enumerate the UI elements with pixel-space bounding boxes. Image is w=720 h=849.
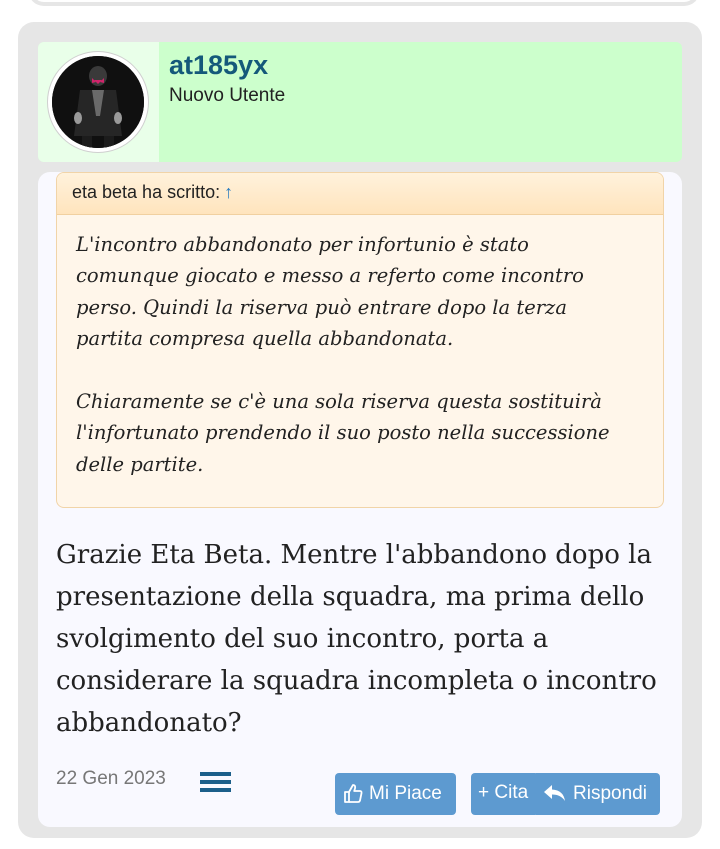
post-body [38, 172, 682, 827]
avatar-image [52, 56, 144, 148]
avatar[interactable] [48, 52, 148, 152]
quote-author-label: eta beta ha scritto: [72, 182, 221, 202]
quote-button-label: + Cita [478, 782, 529, 803]
username[interactable]: at185yx [169, 50, 269, 80]
hamburger-menu-icon[interactable] [200, 772, 231, 792]
forum-post [18, 22, 702, 838]
quote-source-link[interactable]: ↑ [224, 182, 234, 202]
reply-button-label: Rispondi [573, 783, 647, 804]
reply-button[interactable] [536, 773, 660, 815]
post-message: Grazie Eta Beta. Mentre l'abbandono dopo la presentazione della squadra, ma prima dello svolgimento del suo incontro, porta a considerare la squadra incompleta o incontro abbandonato? [56, 540, 657, 738]
post-date: 22 Gen 2023 [56, 768, 166, 789]
quote-block [56, 172, 664, 508]
like-button[interactable] [335, 773, 456, 815]
like-button-label: Mi Piace [369, 783, 442, 804]
quote-text: L'incontro abbandonato per infortunio è stato comunque giocato e messo a referto come incontro perso. Quindi la riserva può entrare dopo la terza partita compresa quella abbandonata. Chiaramente se c'è una sola riserva questa sostituirà l'infortunato prendendo il suo posto nella successione delle partite. [76, 233, 610, 476]
thumbs-up-icon [343, 783, 363, 804]
reply-arrow-icon [543, 783, 567, 803]
post-author-header [38, 42, 682, 162]
user-rank: Nuovo Utente [169, 85, 286, 106]
previous-post-card-edge [28, 0, 700, 6]
quote-button[interactable] [471, 773, 539, 815]
quote-header [57, 173, 663, 215]
